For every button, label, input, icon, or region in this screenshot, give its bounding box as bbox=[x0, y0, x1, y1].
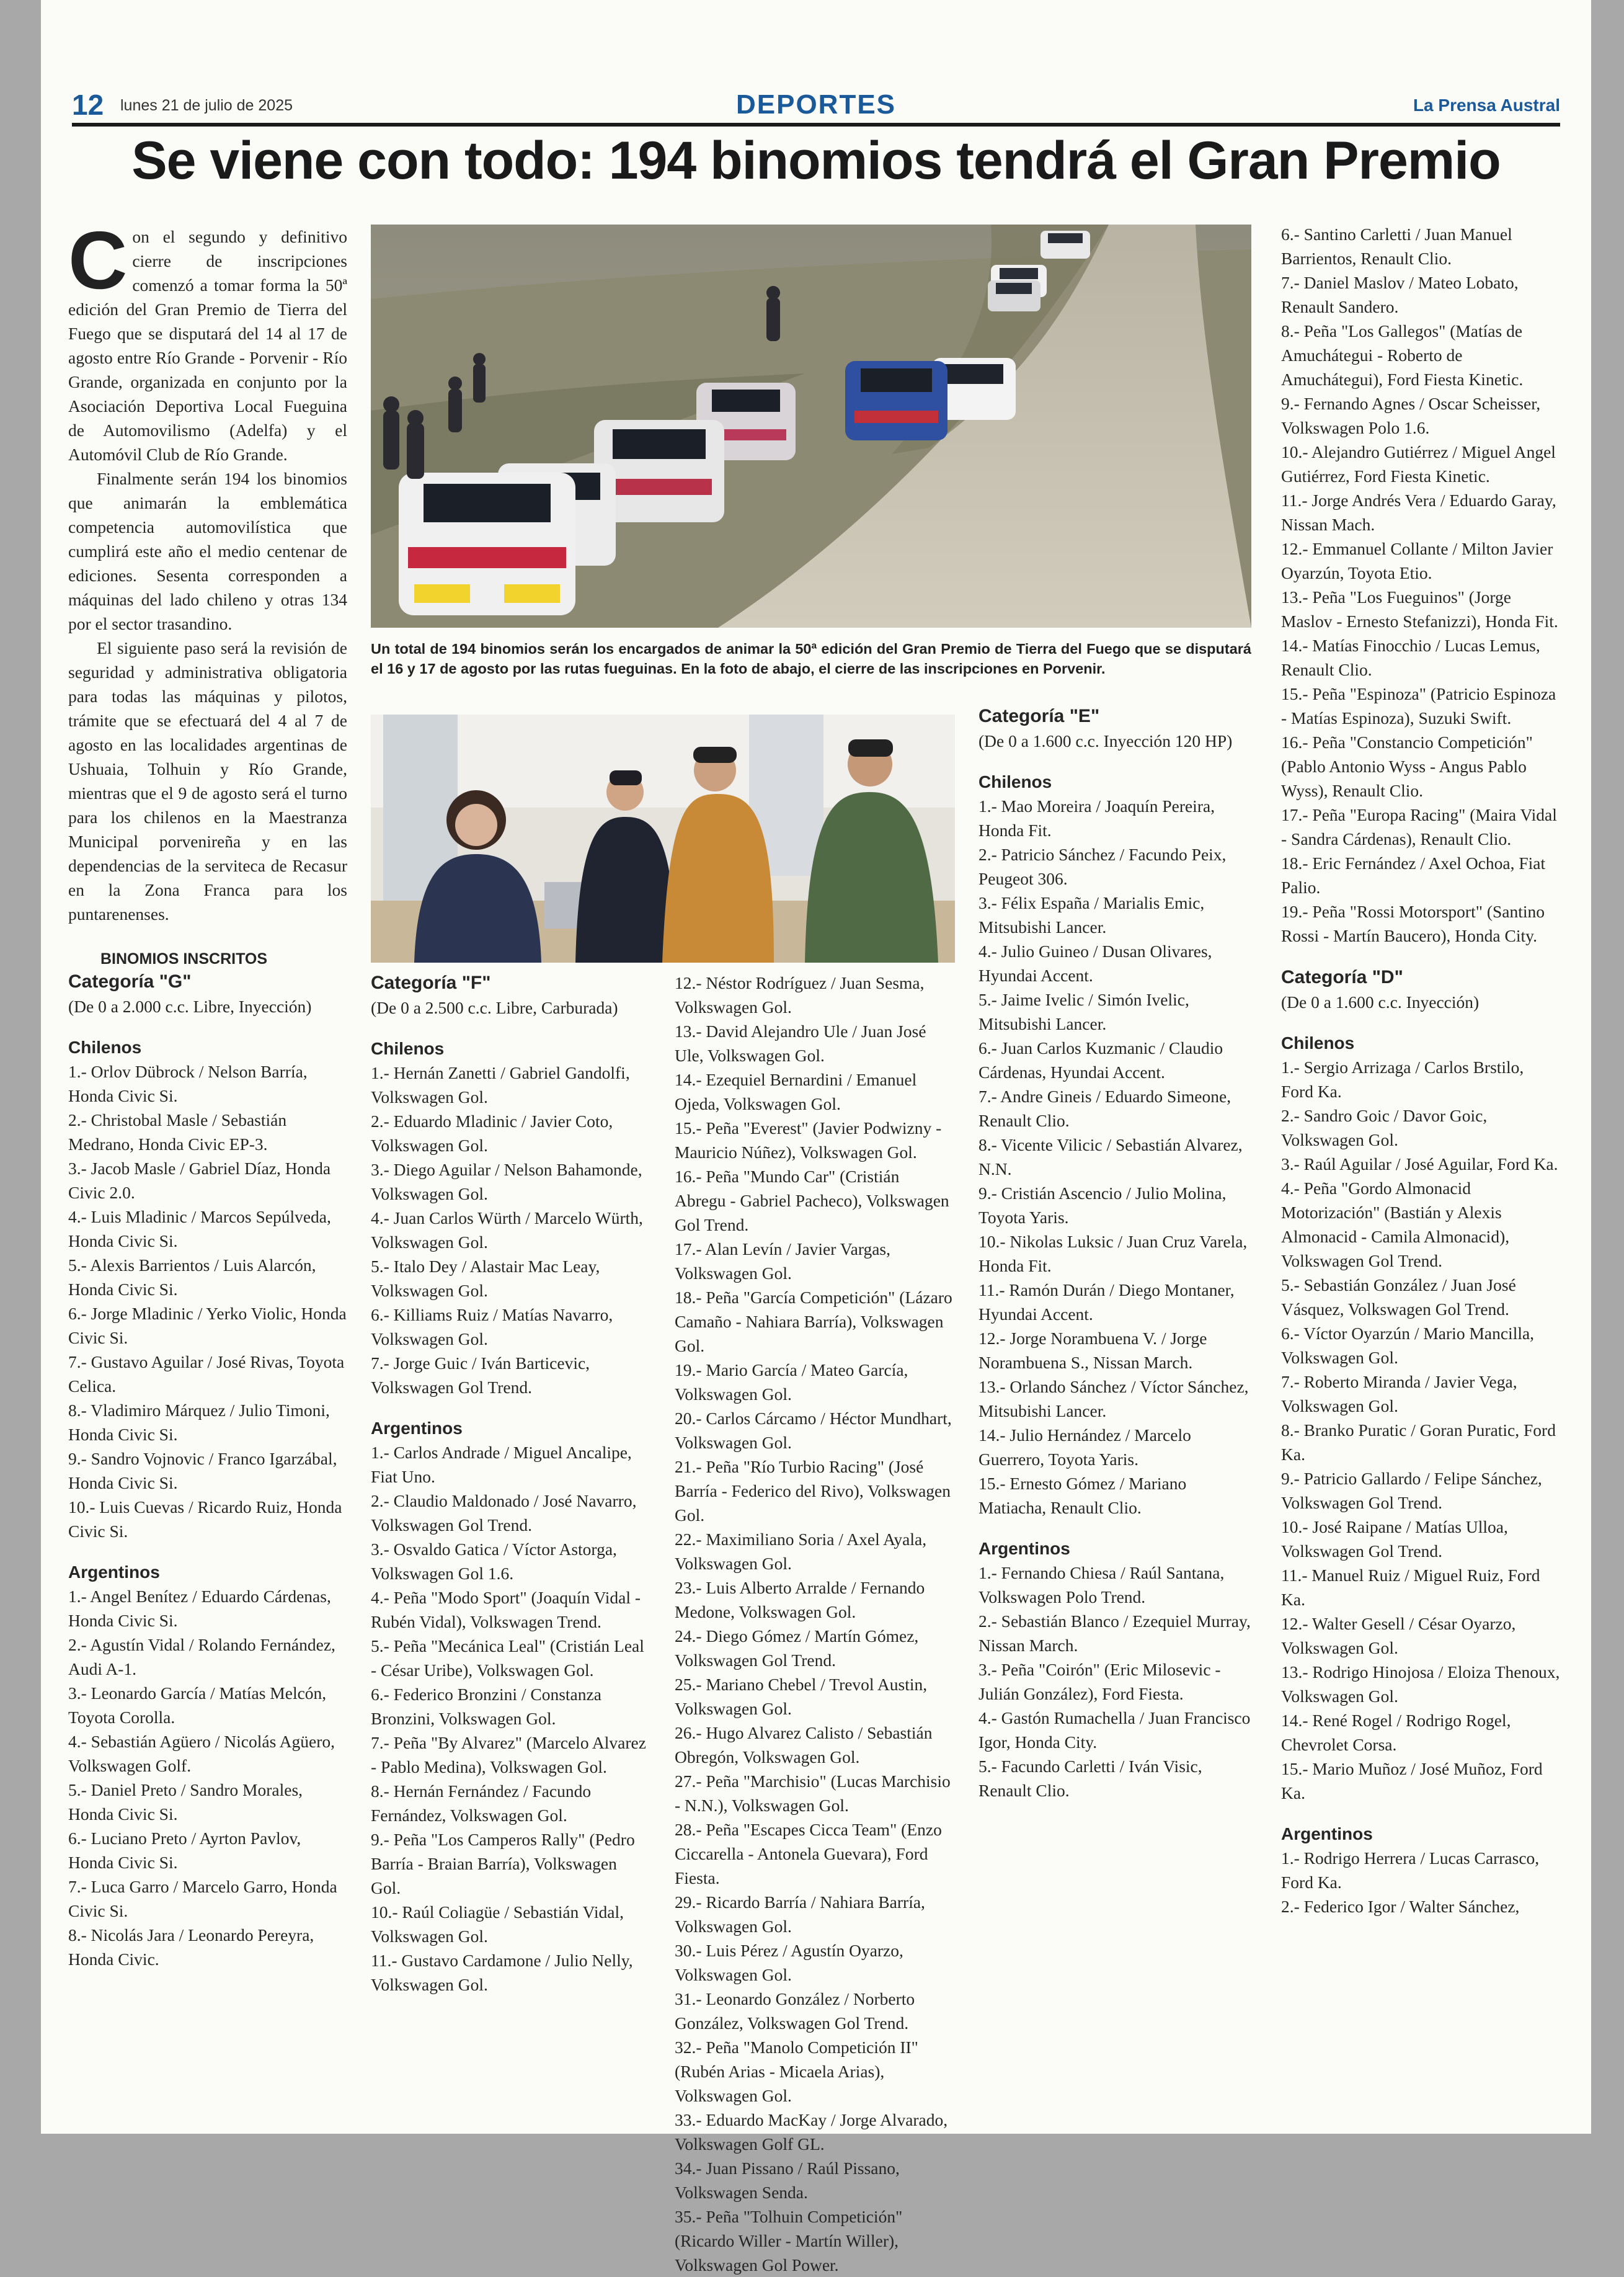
entry-item: 18.- Peña "García Competición" (Lázaro Camaño - Nahiara Barría), Volkswagen Gol. bbox=[675, 1288, 952, 1355]
entry-item: 27.- Peña "Marchisio" (Lucas Marchisio - N.N.), Volkswagen Gol. bbox=[675, 1771, 951, 1815]
entry-item: 30.- Luis Pérez / Agustín Oyarzo, Volkswagen Gol. bbox=[675, 1941, 903, 1984]
entry-item: 7.- Andre Gineis / Eduardo Simeone, Renault Clio. bbox=[978, 1087, 1231, 1130]
entry-item: 1.- Hernán Zanetti / Gabriel Gandolfi, Volkswagen Gol. bbox=[371, 1063, 630, 1107]
entry-item: 1.- Carlos Andrade / Miguel Ancalipe, Fiat Uno. bbox=[371, 1443, 632, 1486]
column-2 bbox=[371, 971, 650, 1997]
entry-item: 5.- Daniel Preto / Sandro Morales, Honda Civic Si. bbox=[68, 1780, 303, 1824]
category-f-subtitle: (De 0 a 2.500 c.c. Libre, Carburada) bbox=[371, 998, 618, 1017]
entry-item: 11.- Manuel Ruiz / Miguel Ruiz, Ford Ka. bbox=[1281, 1566, 1540, 1609]
masthead-logo: La Prensa Austral bbox=[1413, 96, 1560, 115]
entry-item: 8.- Hernán Fernández / Facundo Fernández, Volkswagen Gol. bbox=[371, 1781, 592, 1825]
entry-item: 1.- Angel Benítez / Eduardo Cárdenas, Honda Civic Si. bbox=[68, 1587, 331, 1630]
entry-item: 6.- Juan Carlos Kuzmanic / Claudio Cárdenas, Hyundai Accent. bbox=[978, 1038, 1223, 1082]
entry-item: 10.- Alejandro Gutiérrez / Miguel Angel Gutiérrez, Ford Fiesta Kinetic. bbox=[1281, 442, 1556, 486]
entry-item: 5.- Facundo Carletti / Iván Visic, Renault Clio. bbox=[978, 1757, 1202, 1800]
category-g-title: Categoría "G" bbox=[68, 971, 192, 992]
entry-item: 2.- Claudio Maldonado / José Navarro, Volkswagen Gol Trend. bbox=[371, 1491, 637, 1535]
category-d-subtitle: (De 0 a 1.600 c.c. Inyección) bbox=[1281, 992, 1480, 1012]
category-e-subtitle: (De 0 a 1.600 c.c. Inyección 120 HP) bbox=[978, 731, 1233, 751]
newspaper-page bbox=[41, 0, 1591, 2275]
intro-paragraph-1: Con el segundo y definitivo cierre de inscripciones comenzó a tomar forma la 50ª edición del Gran Premio de Tierra del Fuego que se disputará del 14 al 17 de agosto entre Río Grande - Porvenir - Río Grande, organizada en conjunto por la Asociación Deportiva Local Fueguina de Automovilismo (Adelfa) y el Automóvil Club de Río Grande. bbox=[68, 215, 347, 464]
drop-cap: C bbox=[68, 215, 128, 306]
entry-item: 9.- Sandro Vojnovic / Franco Igarzábal, Honda Civic Si. bbox=[68, 1449, 337, 1492]
headline: Se viene con todo: 194 binomios tendrá el Gran Premio bbox=[131, 131, 1501, 190]
entry-item: 8.- Nicolás Jara / Leonardo Pereyra, Honda Civic. bbox=[68, 1925, 314, 1969]
entry-item: 13.- Orlando Sánchez / Víctor Sánchez, Mitsubishi Lancer. bbox=[978, 1377, 1249, 1420]
entry-item: 23.- Luis Alberto Arralde / Fernando Medone, Volkswagen Gol. bbox=[675, 1578, 925, 1621]
entry-item: 11.- Gustavo Cardamone / Julio Nelly, Volkswagen Gol. bbox=[371, 1951, 633, 1994]
category-f-chilenos-list bbox=[371, 1061, 650, 1399]
entry-item: 15.- Ernesto Gómez / Mariano Matiacha, Renault Clio. bbox=[978, 1474, 1187, 1517]
group-heading-chilenos: Chilenos bbox=[371, 1039, 445, 1058]
entry-item: 7.- Roberto Miranda / Javier Vega, Volkswagen Gol. bbox=[1281, 1372, 1517, 1415]
entry-item: 3.- Jacob Masle / Gabriel Díaz, Honda Civic 2.0. bbox=[68, 1159, 331, 1202]
entry-item: 8.- Vicente Vilicic / Sebastián Alvarez, N.N. bbox=[978, 1135, 1243, 1179]
entry-item: 7.- Peña "By Alvarez" (Marcelo Alvarez - Pablo Medina), Volkswagen Gol. bbox=[371, 1733, 646, 1776]
entry-item: 2.- Eduardo Mladinic / Javier Coto, Volkswagen Gol. bbox=[371, 1112, 613, 1155]
group-heading-argentinos: Argentinos bbox=[978, 1539, 1070, 1558]
entry-item: 13.- David Alejandro Ule / Juan José Ule, Volkswagen Gol. bbox=[675, 1022, 926, 1065]
entry-item: 31.- Leonardo González / Norberto González, Volkswagen Gol Trend. bbox=[675, 1989, 915, 2033]
entry-item: 24.- Diego Gómez / Martín Gómez, Volkswagen Gol Trend. bbox=[675, 1626, 919, 1670]
entry-item: 32.- Peña "Manolo Competición II" (Rubén Arias - Micaela Arias), Volkswagen Gol. bbox=[675, 2038, 918, 2105]
entry-item: 14.- Ezequiel Bernardini / Emanuel Ojeda, Volkswagen Gol. bbox=[675, 1070, 917, 1113]
entry-item: 9.- Cristián Ascencio / Julio Molina, Toyota Yaris. bbox=[978, 1183, 1227, 1227]
entry-item: 13.- Rodrigo Hinojosa / Eloiza Thenoux, Volkswagen Gol. bbox=[1281, 1662, 1560, 1706]
entry-item: 12.- Jorge Norambuena V. / Jorge Norambuena S., Nissan March. bbox=[978, 1329, 1207, 1372]
entry-item: 9.- Fernando Agnes / Oscar Scheisser, Volkswagen Polo 1.6. bbox=[1281, 394, 1541, 437]
entry-item: 12.- Néstor Rodríguez / Juan Sesma, Volkswagen Gol. bbox=[675, 973, 925, 1017]
page-number: 12 bbox=[72, 89, 104, 121]
entry-item: 28.- Peña "Escapes Cicca Team" (Enzo Ciccarella - Antonela Guevara), Ford Fiesta. bbox=[675, 1820, 942, 1887]
category-g-argentinos-list bbox=[68, 1584, 347, 1971]
intro-text bbox=[68, 215, 347, 926]
category-f-argentinos-list-continued bbox=[675, 971, 954, 2277]
entry-item: 11.- Ramón Durán / Diego Montaner, Hyundai Accent. bbox=[978, 1280, 1235, 1324]
entry-item: 7.- Gustavo Aguilar / José Rivas, Toyota Celica. bbox=[68, 1352, 345, 1396]
entry-item: 2.- Agustín Vidal / Rolando Fernández, Audi A-1. bbox=[68, 1635, 335, 1678]
entry-item: 19.- Mario García / Mateo García, Volkswagen Gol. bbox=[675, 1360, 908, 1404]
group-heading-chilenos: Chilenos bbox=[978, 772, 1052, 791]
entry-item: 10.- José Raipane / Matías Ulloa, Volkswagen Gol Trend. bbox=[1281, 1517, 1508, 1561]
entry-item: 1.- Rodrigo Herrera / Lucas Carrasco, Ford Ka. bbox=[1281, 1848, 1540, 1892]
entry-item: 25.- Mariano Chebel / Trevol Austin, Volkswagen Gol. bbox=[675, 1675, 928, 1718]
category-e-argentinos-list-continued bbox=[1281, 222, 1560, 948]
group-heading-argentinos: Argentinos bbox=[1281, 1824, 1373, 1843]
entry-item: 1.- Mao Moreira / Joaquín Pereira, Honda Fit. bbox=[978, 796, 1215, 840]
entry-item: 7.- Luca Garro / Marcelo Garro, Honda Civic Si. bbox=[68, 1877, 337, 1920]
entry-item: 2.- Sebastián Blanco / Ezequiel Murray, Nissan March. bbox=[978, 1611, 1251, 1655]
entry-item: 12.- Walter Gesell / César Oyarzo, Volkswagen Gol. bbox=[1281, 1614, 1516, 1657]
entry-item: 5.- Peña "Mecánica Leal" (Cristián Leal - César Uribe), Volkswagen Gol. bbox=[371, 1636, 644, 1680]
rally-cars-photo bbox=[371, 225, 1251, 628]
entry-item: 10.- Nikolas Luksic / Juan Cruz Varela, Honda Fit. bbox=[978, 1232, 1248, 1275]
entry-item: 16.- Peña "Constancio Competición" (Pablo Antonio Wyss - Angus Pablo Wyss), Renault Clio. bbox=[1281, 733, 1533, 800]
category-d-chilenos-list bbox=[1281, 1055, 1560, 1805]
category-e-chilenos-list bbox=[978, 794, 1258, 1520]
entry-item: 2.- Christobal Masle / Sebastián Medrano, Honda Civic EP-3. bbox=[68, 1110, 287, 1154]
entry-item: 5.- Jaime Ivelic / Simón Ivelic, Mitsubishi Lancer. bbox=[978, 990, 1189, 1033]
group-heading-chilenos: Chilenos bbox=[68, 1038, 142, 1057]
entry-item: 5.- Sebastián González / Juan José Vásquez, Volkswagen Gol Trend. bbox=[1281, 1275, 1516, 1319]
entry-item: 8.- Peña "Los Gallegos" (Matías de Amuchátegui - Roberto de Amuchátegui), Ford Fiesta Kinetic. bbox=[1281, 321, 1524, 389]
entry-item: 4.- Juan Carlos Würth / Marcelo Würth, Volkswagen Gol. bbox=[371, 1208, 643, 1252]
entry-item: 4.- Peña "Modo Sport" (Joaquín Vidal - Rubén Vidal), Volkswagen Trend. bbox=[371, 1588, 641, 1631]
entry-item: 6.- Luciano Preto / Ayrton Pavlov, Honda Civic Si. bbox=[68, 1829, 301, 1872]
entry-item: 29.- Ricardo Barría / Nahiara Barría, Volkswagen Gol. bbox=[675, 1892, 925, 1936]
intro-paragraph-3: El siguiente paso será la revisión de seguridad y administrativa obligatoria para todas las máquinas y pilotos, trámite que se efectuará del 4 al 7 de agosto en las localidades argentinas de Ushuaia, Tolhuin y Río Grande, mientras que el 9 de agosto será el turno para los chilenos en la Maestranza Municipal porvenireña y en las dependencias de la serviteca de Recasur en la Zona Franca para los puntarenenses. bbox=[68, 638, 347, 924]
category-f-title: Categoría "F" bbox=[371, 973, 491, 993]
entry-item: 6.- Jorge Mladinic / Yerko Violic, Honda Civic Si. bbox=[68, 1304, 347, 1347]
entry-item: 14.- Matías Finocchio / Lucas Lemus, Renault Clio. bbox=[1281, 636, 1540, 679]
entry-item: 4.- Gastón Rumachella / Juan Francisco Igor, Honda City. bbox=[978, 1708, 1251, 1752]
entry-item: 18.- Eric Fernández / Axel Ochoa, Fiat Palio. bbox=[1281, 853, 1546, 897]
entry-item: 10.- Raúl Coliagüe / Sebastián Vidal, Volkswagen Gol. bbox=[371, 1902, 624, 1946]
entry-item: 3.- Raúl Aguilar / José Aguilar, Ford Ka. bbox=[1281, 1154, 1558, 1174]
category-d-argentinos-list bbox=[1281, 1846, 1560, 1918]
registration-photo bbox=[371, 715, 955, 963]
entry-item: 3.- Osvaldo Gatica / Víctor Astorga, Volkswagen Gol 1.6. bbox=[371, 1540, 617, 1583]
category-g-subtitle: (De 0 a 2.000 c.c. Libre, Inyección) bbox=[68, 997, 312, 1016]
entry-item: 15.- Peña "Espinoza" (Patricio Espinoza - Matías Espinoza), Suzuki Swift. bbox=[1281, 684, 1556, 728]
entry-item: 8.- Branko Puratic / Goran Puratic, Ford Ka. bbox=[1281, 1420, 1556, 1464]
entry-item: 7.- Jorge Guic / Iván Barticevic, Volkswagen Gol Trend. bbox=[371, 1353, 590, 1397]
entry-item: 14.- René Rogel / Rodrigo Rogel, Chevrolet Corsa. bbox=[1281, 1711, 1511, 1754]
entry-item: 15.- Peña "Everest" (Javier Podwizny - Mauricio Núñez), Volkswagen Gol. bbox=[675, 1118, 942, 1162]
entry-item: 2.- Federico Igor / Walter Sánchez, bbox=[1281, 1897, 1520, 1916]
entry-item: 34.- Juan Pissano / Raúl Pissano, Volkswagen Senda. bbox=[675, 2159, 900, 2202]
category-e-title: Categoría "E" bbox=[978, 706, 1100, 726]
entry-item: 16.- Peña "Mundo Car" (Cristián Abregu - Gabriel Pacheco), Volkswagen Gol Trend. bbox=[675, 1167, 949, 1234]
issue-date: lunes 21 de julio de 2025 bbox=[120, 97, 293, 114]
entry-item: 8.- Vladimiro Márquez / Julio Timoni, Honda Civic Si. bbox=[68, 1401, 330, 1444]
category-e-argentinos-list bbox=[978, 1561, 1258, 1802]
entry-item: 5.- Italo Dey / Alastair Mac Leay, Volkswagen Gol. bbox=[371, 1257, 600, 1300]
entry-item: 1.- Orlov Dübrock / Nelson Barría, Honda Civic Si. bbox=[68, 1062, 308, 1105]
entry-item: 1.- Sergio Arrizaga / Carlos Brstilo, Ford Ka. bbox=[1281, 1058, 1524, 1101]
intro-paragraph-2: Finalmente serán 194 los binomios que animarán la emblemática competencia automovilística que cumplirá este año el medio centenar de ediciones. Sesenta corresponden a máquinas del lado chileno y otras 134 por el sector trasandino. bbox=[68, 469, 347, 633]
group-heading-argentinos: Argentinos bbox=[68, 1562, 160, 1582]
entry-item: 3.- Peña "Coirón" (Eric Milosevic - Julián González), Ford Fiesta. bbox=[978, 1660, 1221, 1703]
entry-item: 7.- Daniel Maslov / Mateo Lobato, Renault Sandero. bbox=[1281, 273, 1519, 316]
entry-item: 10.- Luis Cuevas / Ricardo Ruiz, Honda Civic Si. bbox=[68, 1497, 342, 1541]
entry-item: 26.- Hugo Alvarez Calisto / Sebastián Obregón, Volkswagen Gol. bbox=[675, 1723, 933, 1767]
entry-item: 6.- Víctor Oyarzún / Mario Mancilla, Volkswagen Gol. bbox=[1281, 1324, 1535, 1367]
photo-caption: Un total de 194 binomios serán los encargados de animar la 50ª edición del Gran Premio de Tierra del Fuego que se disputará el 16 y 17 de agosto por las rutas fueguinas. En la foto de abajo, el cierre de las inscripciones en Porvenir. bbox=[371, 641, 1251, 677]
entry-item: 6.- Santino Carletti / Juan Manuel Barrientos, Renault Clio. bbox=[1281, 225, 1512, 268]
entry-item: 15.- Mario Muñoz / José Muñoz, Ford Ka. bbox=[1281, 1759, 1543, 1802]
entry-item: 3.- Leonardo García / Matías Melcón, Toyota Corolla. bbox=[68, 1683, 327, 1727]
category-f-argentinos-list bbox=[371, 1440, 650, 1997]
column-1 bbox=[68, 215, 347, 1971]
entry-item: 21.- Peña "Río Turbio Racing" (José Barría - Federico del Rivo), Volkswagen Gol. bbox=[675, 1457, 951, 1525]
entry-item: 4.- Peña "Gordo Almonacid Motorización" (Bastián y Alexis Almonacid - Camila Almonacid), Volkswagen Gol Trend. bbox=[1281, 1179, 1510, 1270]
group-heading-argentinos: Argentinos bbox=[371, 1419, 463, 1438]
entry-item: 12.- Emmanuel Collante / Milton Javier Oyarzún, Toyota Etio. bbox=[1281, 539, 1553, 582]
entry-item: 11.- Jorge Andrés Vera / Eduardo Garay, Nissan Mach. bbox=[1281, 491, 1556, 534]
entry-item: 9.- Peña "Los Camperos Rally" (Pedro Barría - Braian Barría), Volkswagen Gol. bbox=[371, 1830, 635, 1897]
section-name: DEPORTES bbox=[735, 89, 897, 120]
group-heading-chilenos: Chilenos bbox=[1281, 1033, 1355, 1053]
column-3 bbox=[675, 971, 954, 2277]
entry-item: 9.- Patricio Gallardo / Felipe Sánchez, Volkswagen Gol Trend. bbox=[1281, 1469, 1542, 1512]
entry-item: 33.- Eduardo MacKay / Jorge Alvarado, Volkswagen Golf GL. bbox=[675, 2110, 948, 2154]
list-kicker: BINOMIOS INSCRITOS bbox=[100, 950, 268, 968]
entry-item: 14.- Julio Hernández / Marcelo Guerrero, Toyota Yaris. bbox=[978, 1425, 1191, 1469]
entry-item: 17.- Peña "Europa Racing" (Maira Vidal - Sandra Cárdenas), Renault Clio. bbox=[1281, 805, 1557, 849]
entry-item: 1.- Fernando Chiesa / Raúl Santana, Volkswagen Polo Trend. bbox=[978, 1563, 1225, 1606]
entry-item: 17.- Alan Levín / Javier Vargas, Volkswagen Gol. bbox=[675, 1239, 891, 1283]
entry-item: 5.- Alexis Barrientos / Luis Alarcón, Honda Civic Si. bbox=[68, 1255, 316, 1299]
entry-item: 20.- Carlos Cárcamo / Héctor Mundhart, Volkswagen Gol. bbox=[675, 1409, 952, 1452]
column-5 bbox=[1281, 222, 1560, 1918]
entry-item: 35.- Peña "Tolhuin Competición" (Ricardo Willer - Martín Willer), Volkswagen Gol Power. bbox=[675, 2207, 903, 2275]
entry-item: 3.- Félix España / Marialis Emic, Mitsubishi Lancer. bbox=[978, 893, 1205, 937]
entry-item: 2.- Sandro Goic / Davor Goic, Volkswagen Gol. bbox=[1281, 1106, 1488, 1149]
entry-item: 4.- Julio Guineo / Dusan Olivares, Hyundai Accent. bbox=[978, 942, 1212, 985]
entry-item: 3.- Diego Aguilar / Nelson Bahamonde, Volkswagen Gol. bbox=[371, 1160, 642, 1203]
page-header bbox=[72, 87, 1560, 127]
entry-item: 19.- Peña "Rossi Motorsport" (Santino Rossi - Martín Baucero), Honda City. bbox=[1281, 902, 1545, 945]
entry-item: 22.- Maximiliano Soria / Axel Ayala, Volkswagen Gol. bbox=[675, 1530, 927, 1573]
column-4 bbox=[978, 704, 1258, 1802]
category-d-title: Categoría "D" bbox=[1281, 967, 1403, 987]
category-g-chilenos-list bbox=[68, 1059, 347, 1543]
entry-item: 2.- Patricio Sánchez / Facundo Peix, Peugeot 306. bbox=[978, 845, 1227, 888]
entry-item: 6.- Federico Bronzini / Constanza Bronzini, Volkswagen Gol. bbox=[371, 1685, 601, 1728]
entry-item: 4.- Sebastián Agüero / Nicolás Agüero, Volkswagen Golf. bbox=[68, 1732, 335, 1775]
entry-item: 13.- Peña "Los Fueguinos" (Jorge Maslov - Ernesto Stefanizzi), Honda Fit. bbox=[1281, 587, 1558, 631]
entry-item: 4.- Luis Mladinic / Marcos Sepúlveda, Honda Civic Si. bbox=[68, 1207, 331, 1250]
entry-item: 6.- Killiams Ruiz / Matías Navarro, Volkswagen Gol. bbox=[371, 1305, 613, 1348]
